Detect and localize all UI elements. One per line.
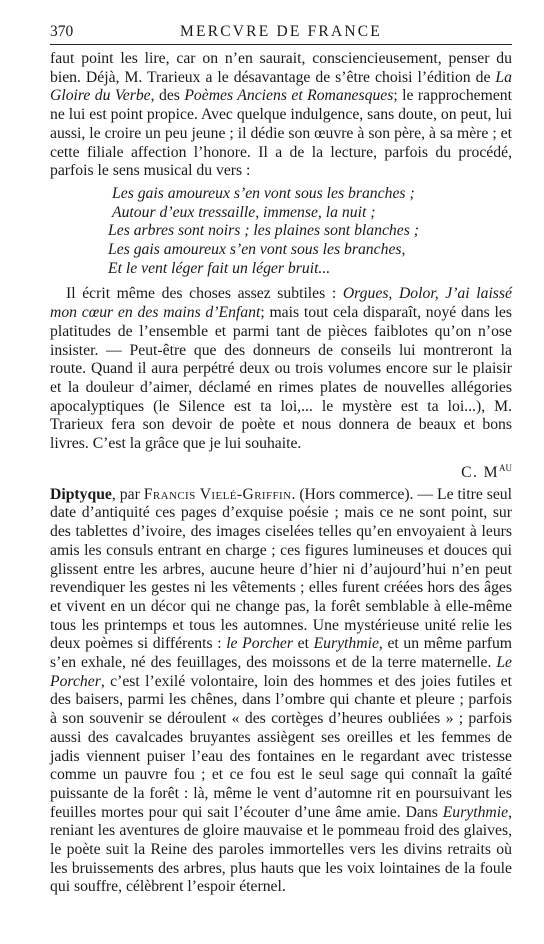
book-title: Poèmes Anciens et Romanesques [184,87,394,105]
paragraph-diptyque-review [50,486,512,897]
text-run: , par [111,485,144,503]
page-header [50,22,512,45]
review-author: Francis Vielé-Griffin [143,485,292,503]
paragraph-trarieux-review [50,50,512,181]
text-run: Il écrit même des choses assez subtiles : [66,285,343,303]
signature-superscript: AU [499,462,512,473]
book-page [50,22,512,897]
reviewer-signature [50,459,512,483]
page-number: 370 [50,23,74,40]
book-title: La Gloire du Verbe [50,68,512,105]
review-title: Diptyque [50,485,112,503]
text-run: . (Hors commerce). — Le titre seul date d’antiquité ces pages d’exquise poésie ; mais ce ne sont point, sur des tablettes d’ivoire, des images ciselées telles qu’en envoyaient à leurs amis les consuls entrant en charge ; ces figures lumineuses et douces qui glissent entre les arbres, aucune heure d’hier ni d’aujourd’hui n’en peut revendiquer les gestes ni les vêtements ; elles furent créées hors des âges et vivent en un décor qui ne change pas, la forêt semblable à elle-même tous les printemps et tous les automnes. Une mystérieuse unité relie les deux poèmes si différents : [50,485,513,653]
text-run: , et un même parfum s’en exhale, né des feuillages, des moissons et de la terre maternelle. [50,635,512,672]
text-run: , c’est l’exilé volontaire, loin des hommes et des joies futiles et des baisers, parmi les chênes, dans l’ombre qui chante et pleure ; parfois à son souvenir se déroulent « des cortèges d’heures oubliées » ; parfois aussi des cavalcades bruyantes assiègent ses oreilles et les femmes de jadis viennent puiser l’eau des fontaines en le regardant avec tristesse comme un pauvre fou ; et ce fou est le seul sage qui connaît la gaîté puissante de la forêt : là, même le vent d’automne rit en poursuivant les feuilles mortes pour qui sait l’écouter d’une âme amie. Dans [50,672,512,821]
text-run: ; le rapprochement ne lui est point propice. Avec quelque indulgence, sans doute, on peut, lui aussi, le croire un peu jeune ; il dédie son œuvre à son père, à sa mère ; et cette filiale affection l’honore. Il a de la lecture, parfois du procédé, parfois le sens musical du vers : [50,87,513,180]
poem-title: le Porcher [226,635,293,653]
quoted-poem [108,185,512,279]
poem-line: Et le vent léger fait un léger bruit... [108,259,331,277]
poem-line: Les arbres sont noirs ; les plaines sont blanches ; [108,222,419,240]
text-run: , des [150,87,185,105]
paragraph-trarieux-conclusion [50,285,512,453]
page-body [50,50,512,897]
poem-titles: Orgues, Dolor, J’ai laissé mon cœur en des mains d’Enfant [50,285,512,322]
text-run: , reniant les aventures de gloire mauvaise et le pommeau froid des glaives, le poète suit la Reine des paroles immortelles vers les divins retraits où les bruissements des arbres, plus hauts que les voix lointaines de la foule qui souffre, célèbrent l’espoir éternel. [50,803,512,896]
poem-title: Eurythmie [442,803,509,821]
signature-initials: C. M [461,464,499,481]
text-run: ; mais tout cela disparaît, noyé dans les platitudes de l’ensemble et parmi tant de pièces faiblotes qu’on n’ose insister. — Peut-être que des donneurs de conseils lui montreront la route. Quand il aura perpétré deux ou trois volumes encore sur le plaisir et la douleur d’aimer, déclamé en rimes plates de nouvelles allégories apocalyptiques (le Silence est ta loi,... le mystère est ta loi...), M. Trarieux fera son devoir de poète et nous donnera de beaux et bons livres. C’est la grâce que je lui souhaite. [50,304,512,453]
poem-line: Les gais amoureux s’en vont sous les branches, [108,241,406,259]
text-run: et [292,635,314,653]
running-title: MERCVRE DE FRANCE [180,23,382,40]
poem-line: Autour d’eux tressaille, immense, la nuit ; [112,203,376,221]
poem-line: Les gais amoureux s’en vont sous les branches ; [112,184,415,202]
poem-title: Le Porcher [50,654,512,690]
poem-title: Eurythmie [313,635,379,653]
text-run: faut point les lire, car on n’en saurait, consciencieusement, penser du bien. Déjà, M. Trarieux a le désavantage de s’être choisi l’édition de [50,50,512,86]
